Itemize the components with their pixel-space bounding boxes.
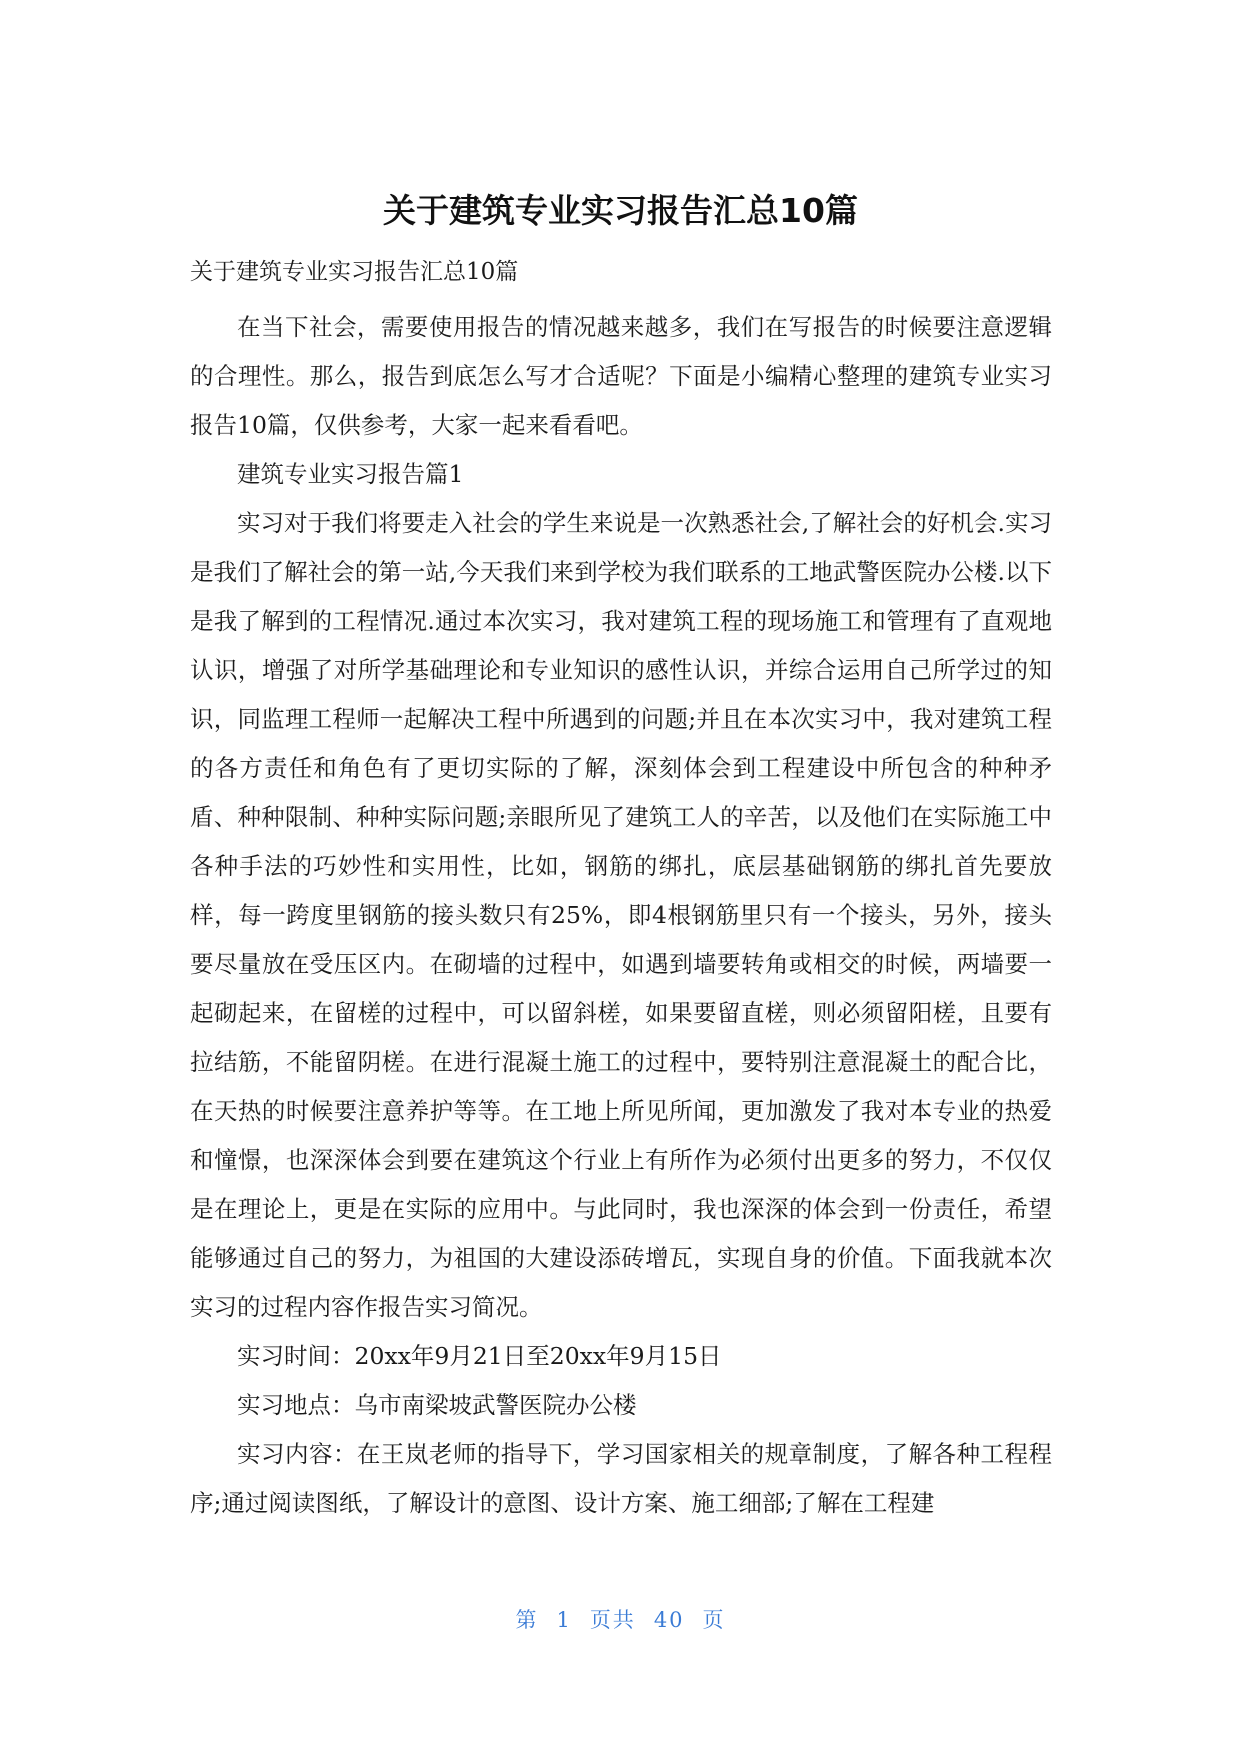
section-heading: 建筑专业实习报告篇1 (237, 460, 464, 488)
internship-time: 实习时间：20xx年9月21日至20xx年9月15日 (237, 1342, 722, 1370)
document-title: 关于建筑专业实习报告汇总10篇 (383, 191, 858, 230)
body-paragraph: 实习对于我们将要走入社会的学生来说是一次熟悉社会,了解社会的好机会.实习是我们了解社会的第一站,今天我们来到学校为我们联系的工地武警医院办公楼.以下是我了解到的工程情况.通过本次实习，我对建筑工程的现场施工和管理有了直观地认识，增强了对所学基础理论和专业知识的感性认识，并综合运用自己所学过的知识，同监理工程师一起解决工程中所遇到的问题;并且在本次实习中，我对建筑工程的各方责任和角色有了更切实际的了解，深刻体会到工程建设中所包含的种种矛盾、种种限制、种种实际问题;亲眼所见了建筑工人的辛苦，以及他们在实际施工中各种手法的巧妙性和实用性，比如，钢筋的绑扎，底层基础钢筋的绑扎首先要放样，每一跨度里钢筋的接头数只有25%，即4根钢筋里只有一个接头，另外，接头要尽量放在受压区内。在砌墙的过程中，如遇到墙要转角或相交的时候，两墙要一起砌起来，在留槎的过程中，可以留斜槎，如果要留直槎，则必须留阳槎，且要有拉结筋，不能留阴槎。在进行混凝土施工的过程中，要特别注意混凝土的配合比，在天热的时候要注意养护等等。在工地上所见所闻，更加激发了我对本专业的热爱和憧憬，也深深体会到要在建筑这个行业上有所作为必须付出更多的努力，不仅仅是在理论上，更是在实际的应用中。与此同时，我也深深的体会到一份责任，希望能够通过自己的努力，为祖国的大建设添砖增瓦，实现自身的价值。下面我就本次实习的过程内容作报告实习简况。 (190, 509, 1052, 1321)
document-body (190, 303, 1052, 1528)
internship-content: 实习内容：在王岚老师的指导下，学习国家相关的规章制度，了解各种工程程序;通过阅读图纸，了解设计的意图、设计方案、施工细部;了解在工程建 (190, 1440, 1052, 1517)
footer-suffix: 页 (702, 1608, 726, 1632)
internship-location: 实习地点：乌市南梁坡武警医院办公楼 (237, 1391, 637, 1419)
footer-prefix: 第 (515, 1608, 539, 1632)
footer-middle: 页共 (589, 1608, 636, 1632)
intro-paragraph: 在当下社会，需要使用报告的情况越来越多，我们在写报告的时候要注意逻辑的合理性。那么，报告到底怎么写才合适呢？下面是小编精心整理的建筑专业实习报告10篇，仅供参考，大家一起来看看吧。 (190, 313, 1052, 439)
page-footer (0, 1605, 1241, 1635)
document-subtitle: 关于建筑专业实习报告汇总10篇 (190, 259, 519, 285)
footer-total-pages: 40 (653, 1608, 685, 1632)
footer-page-number: 1 (556, 1608, 572, 1632)
